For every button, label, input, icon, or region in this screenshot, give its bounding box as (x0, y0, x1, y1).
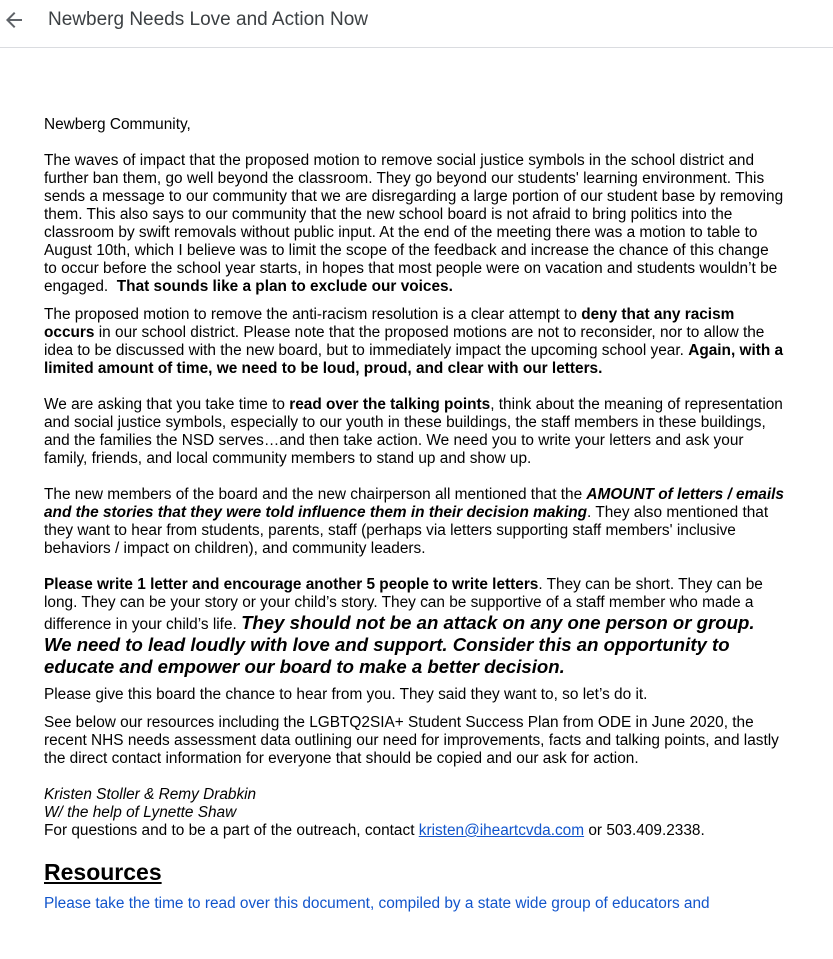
contact-line: For questions and to be a part of the outreach, contact kristen@iheartcvda.com or 503.409.2338. (44, 822, 705, 839)
signature-names: Kristen Stoller & Remy Drabkin (44, 786, 257, 803)
paragraph-resources-summary: See below our resources including the LGBTQ2SIA+ Student Success Plan from ODE in June 2020, the recent NHS needs assessment data outlining our need for improvements, facts and talking points, and lastly the direct contact information for everyone that should be copied and our ask for action. (44, 714, 779, 767)
document-body (44, 116, 784, 913)
paragraph-chance: Please give this board the chance to hear from you. They said they want to, so let’s do it. (44, 686, 648, 703)
document-title: Newberg Needs Love and Action Now (48, 9, 369, 30)
top-bar (0, 0, 833, 48)
greeting: Newberg Community, (44, 116, 191, 133)
arrow-left-icon[interactable] (2, 8, 26, 32)
paragraph-impact: The waves of impact that the proposed motion to remove social justice symbols in the school district and further ban them, go well beyond the classroom. They go beyond our students' learning environment. This sends a message to our community that we are disregarding a large portion of our student base by removing them. This also says to our community that the new school board is not afraid to bring politics into the classroom by swift removals without public input. At the end of the meeting there was a motion to table to August 10th, which I believe was to limit the scope of the feedback and increase the chance of this change to occur before the school year starts, in hopes that most people were on vacation and students wouldn’t be engaged. That sounds like a plan to exclude our voices. (44, 152, 784, 295)
resources-heading: Resources (44, 859, 162, 885)
paragraph-board-members: The new members of the board and the new chairperson all mentioned that the AMOUNT of letters / emails and the stories that they were told influence them in their decision making. They also mentioned that they want to hear from students, parents, staff (perhaps via letters supporting staff members' inclusive behaviors / impact on children), and community leaders. (44, 486, 784, 557)
signature-help: W/ the help of Lynette Shaw (44, 804, 237, 821)
paragraph-call-to-action: Please write 1 letter and encourage another 5 people to write letters. They can be short. They can be long. They can be your story or your child’s story. They can be supportive of a staff member who made a difference in your child’s life. They should not be an attack on any one person or group. We need to lead loudly with love and support. Consider this an opportunity to educate and empower our board to make a better decision. (44, 576, 763, 677)
paragraph-talking-points: We are asking that you take time to read over the talking points, think about the meaning of representation and social justice symbols, especially to our youth in these buildings, the staff members in these buildings, and the families the NSD serves…and then take action. We need you to write your letters and ask your family, friends, and local community members to stand up and show up. (44, 396, 783, 467)
signature (44, 786, 784, 840)
email-link[interactable]: kristen@iheartcvda.com (418, 822, 585, 839)
resources-intro-link[interactable]: Please take the time to read over this document, compiled by a state wide group of educators and (44, 895, 710, 912)
paragraph-motion: The proposed motion to remove the anti-racism resolution is a clear attempt to deny that any racism occurs in our school district. Please note that the proposed motions are not to reconsider, nor to allow the idea to be discussed with the new board, but to immediately impact the upcoming school year. Again, with a limited amount of time, we need to be loud, proud, and clear with our letters. (44, 306, 784, 377)
